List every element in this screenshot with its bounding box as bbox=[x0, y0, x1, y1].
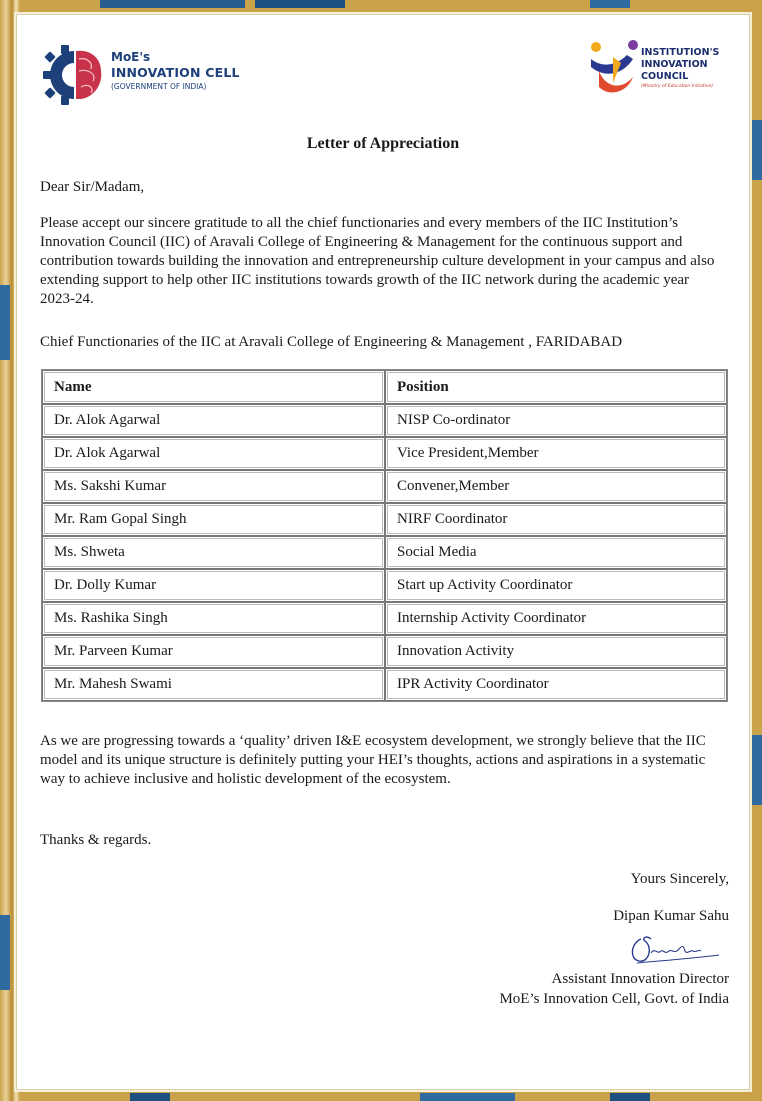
table-header-row bbox=[42, 370, 727, 404]
appreciation-paragraph: Please accept our sincere gratitude to all the chief functionaries and every members of the IIC Institution’s Innovation Council (IIC) of Aravali College of Engineering & Management for the continuous support and contribution towards building the innovation and entrepreneurship culture development in your campus and also extending support to help other IIC institutions towards growth of the IIC network during the academic year 2023-24. bbox=[40, 215, 715, 307]
member-name: Mr. Ram Gopal Singh bbox=[42, 503, 385, 536]
member-position: Convener,Member bbox=[385, 470, 727, 503]
iic-logo-line1: INSTITUTION'S bbox=[641, 47, 720, 58]
moe-logo-line3: (GOVERNMENT OF INDIA) bbox=[111, 82, 207, 91]
iic-logo-line2: INNOVATION bbox=[641, 59, 708, 70]
table-row bbox=[42, 404, 727, 437]
member-position: Vice President,Member bbox=[385, 437, 727, 470]
member-position: Social Media bbox=[385, 536, 727, 569]
member-position: Start up Activity Coordinator bbox=[385, 569, 727, 602]
handwritten-signature bbox=[627, 929, 722, 969]
yours-sincerely: Yours Sincerely, bbox=[630, 871, 729, 887]
table-row bbox=[42, 503, 727, 536]
table-row bbox=[42, 536, 727, 569]
table-row bbox=[42, 602, 727, 635]
column-header-position: Position bbox=[385, 370, 727, 404]
functionaries-table bbox=[41, 369, 728, 702]
signer-name: Dipan Kumar Sahu bbox=[613, 908, 729, 924]
member-position: IPR Activity Coordinator bbox=[385, 668, 727, 701]
closing-paragraph: As we are progressing towards a ‘quality’ driven I&E ecosystem development, we strongly believe that the IIC model and its unique structure is definitely putting your HEI’s thoughts, actions and aspirations in a systematic way to achieve inclusive and holistic development of the ecosystem. bbox=[40, 733, 706, 787]
salutation: Dear Sir/Madam, bbox=[40, 179, 145, 195]
member-position: NIRF Coordinator bbox=[385, 503, 727, 536]
member-name: Ms. Rashika Singh bbox=[42, 602, 385, 635]
member-name: Dr. Dolly Kumar bbox=[42, 569, 385, 602]
chief-functionaries-heading: Chief Functionaries of the IIC at Aravali College of Engineering & Management , FARIDABAD bbox=[40, 334, 623, 350]
iic-logo bbox=[587, 37, 747, 111]
thanks-line: Thanks & regards. bbox=[40, 832, 152, 848]
table-row bbox=[42, 668, 727, 701]
member-position: Innovation Activity bbox=[385, 635, 727, 668]
iic-logo-line3: COUNCIL bbox=[641, 71, 689, 82]
member-name: Ms. Sakshi Kumar bbox=[42, 470, 385, 503]
column-header-name: Name bbox=[42, 370, 385, 404]
signer-role: Assistant Innovation Director bbox=[551, 971, 729, 987]
moe-logo-line2: INNOVATION CELL bbox=[111, 65, 240, 80]
member-name: Mr. Mahesh Swami bbox=[42, 668, 385, 701]
member-position: Internship Activity Coordinator bbox=[385, 602, 727, 635]
letter-page bbox=[16, 14, 750, 1090]
member-position: NISP Co-ordinator bbox=[385, 404, 727, 437]
member-name: Mr. Parveen Kumar bbox=[42, 635, 385, 668]
moe-innovation-cell-logo bbox=[41, 43, 271, 107]
iic-figure-icon bbox=[587, 37, 641, 101]
table-row bbox=[42, 437, 727, 470]
table-row bbox=[42, 470, 727, 503]
member-name: Dr. Alok Agarwal bbox=[42, 404, 385, 437]
signer-organization: MoE’s Innovation Cell, Govt. of India bbox=[499, 991, 729, 1007]
moe-logo-line1: MoE's bbox=[111, 50, 151, 64]
member-name: Dr. Alok Agarwal bbox=[42, 437, 385, 470]
member-name: Ms. Shweta bbox=[42, 536, 385, 569]
brain-gear-icon bbox=[41, 43, 107, 107]
table-row bbox=[42, 635, 727, 668]
table-row bbox=[42, 569, 727, 602]
iic-logo-tagline: (Ministry of Education Initiative) bbox=[641, 84, 714, 89]
letter-title: Letter of Appreciation bbox=[306, 135, 460, 152]
